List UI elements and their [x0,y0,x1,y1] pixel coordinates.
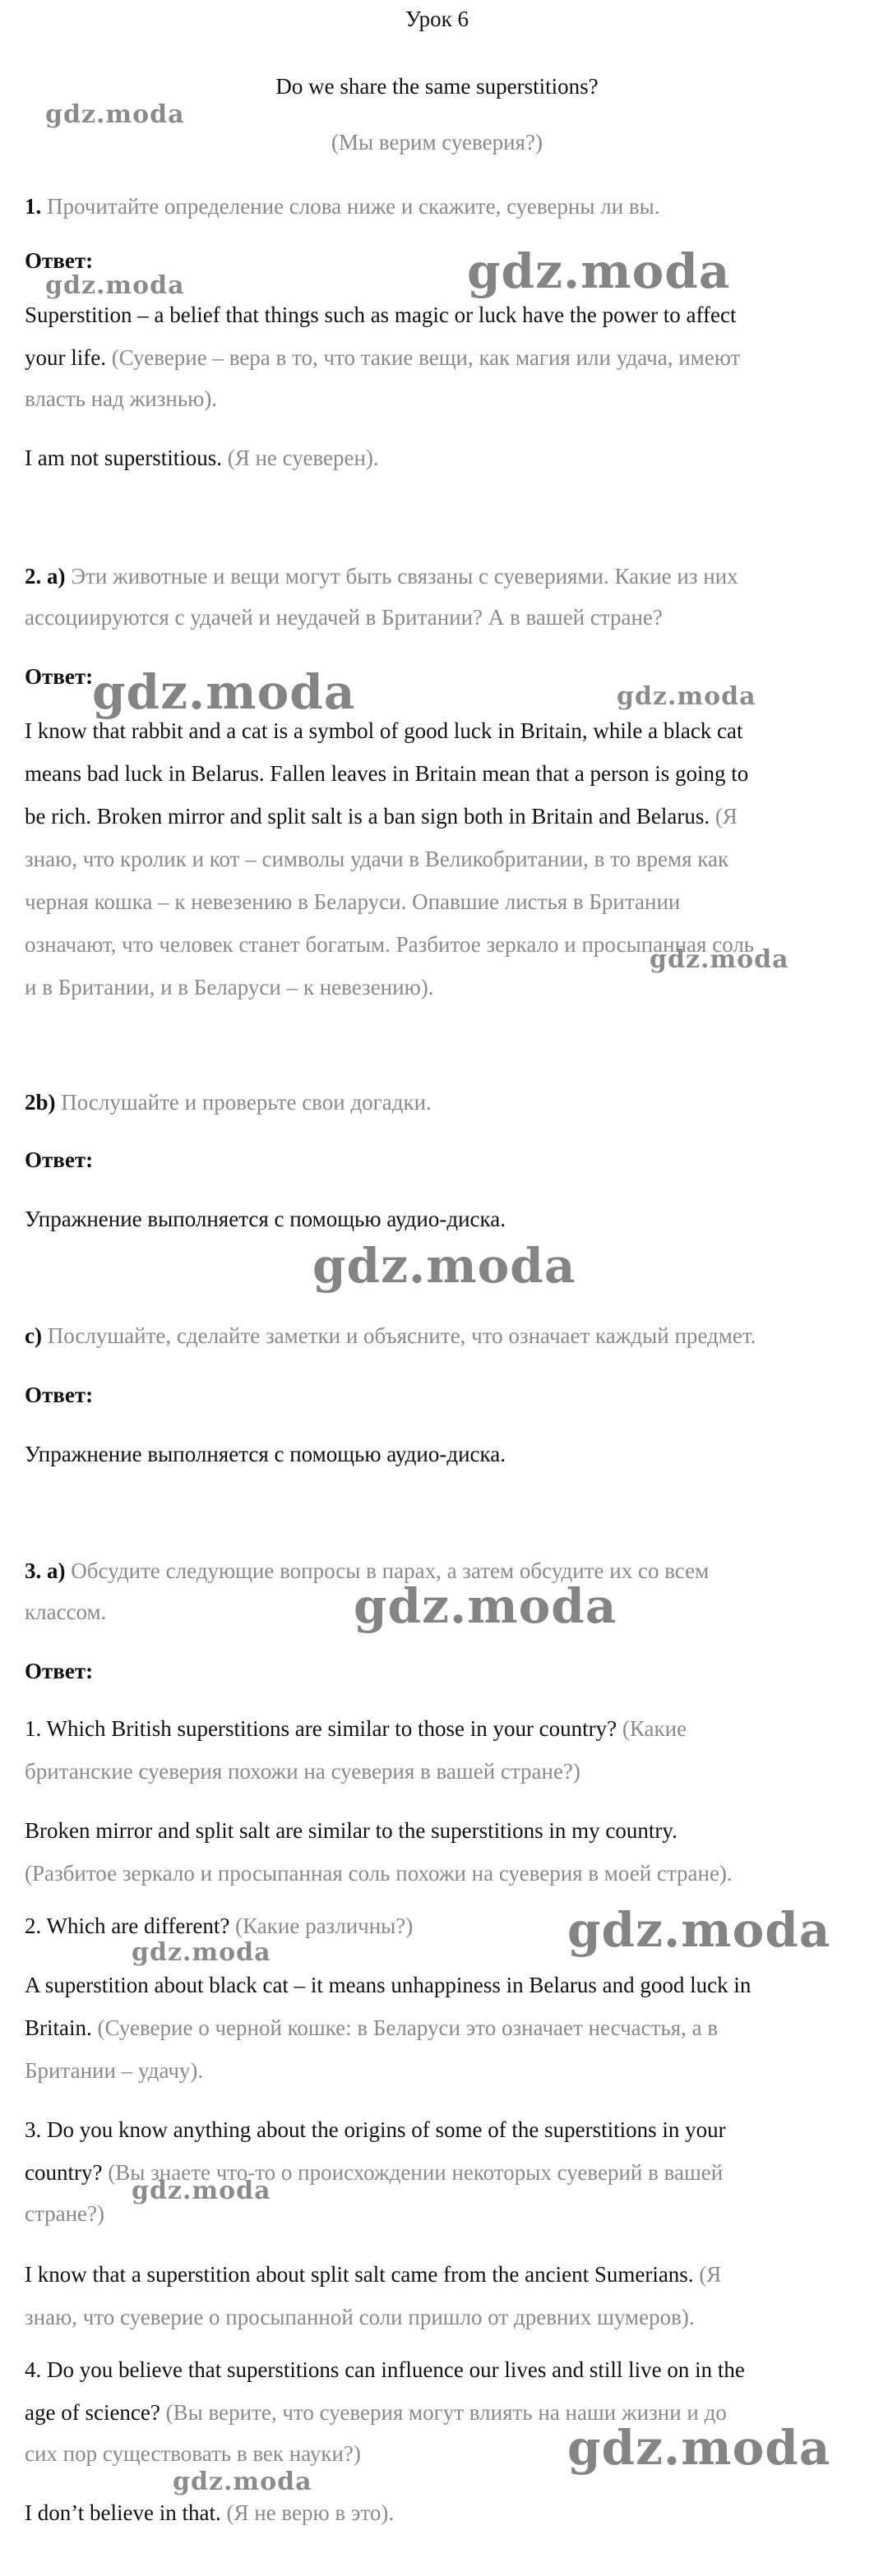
english-text: 1. Which British superstitions are similar to those in your country? [25,1716,617,1741]
answer-line [25,2499,394,2527]
watermark: gdz.moda [467,243,731,299]
page-title-translation: (Мы верим суеверия?) [331,130,543,155]
english-text: 2. Which are different? [25,1914,230,1938]
task-text: Эти животные и вещи могут быть связаны с суевериями. Какие из них [71,564,738,589]
translation-line: власть над жизнью). [25,386,218,411]
english-text: your life. [25,345,106,370]
translation-line: и в Британии, и в Беларуси – к невезению). [25,975,434,999]
translation-line: черная кошка – к невезению в Беларуси. Опавшие листья в Британии [25,889,681,914]
task-text: Послушайте, сделайте заметки и объясните, что означает каждый предмет. [47,1323,756,1348]
answer-label: Ответ: [25,1659,94,1683]
page-title: Do we share the same superstitions? [275,74,599,99]
translation-text: (Я не верю в это). [226,2500,395,2525]
watermark: gdz.moda [92,664,356,720]
answer-line: Superstition – a belief that things such as magic or luck have the power to affect [25,302,737,327]
answer-line: means bad luck in Belarus. Fallen leaves in Britain mean that a person is going to [25,761,749,786]
answer-line [25,344,740,372]
translation-text: (Суеверие о черной кошке: в Беларуси это означает несчастья, а в [97,2015,719,2040]
watermark: gdz.moda [567,1902,831,1958]
answer-label: Ответ: [25,664,94,689]
exercise-number: 3. а) [25,1558,66,1583]
lesson-number: Урок 6 [405,7,469,31]
answer-line: A superstition about black cat – it means unhappiness in Belarus and good luck in [25,1973,751,1997]
english-text: age of science? [25,2400,160,2425]
translation-text: (Я [699,2262,722,2287]
watermark: gdz.moda [45,100,185,129]
english-text: I am not superstitious. [25,445,222,470]
translation-text: (Суеверие – вера в то, что такие вещи, как магия или удача, имеют [111,345,741,370]
exercise-2b-task [25,1088,432,1116]
english-text: I know that a superstition about split salt came from the ancient Sumerians. [25,2262,694,2287]
exercise-1-task [25,192,660,220]
translation-line: британские суеверия похожи на суеверия в вашей стране?) [25,1759,580,1784]
task-text: Послушайте и проверьте свои догадки. [61,1090,432,1115]
translation-line: означают, что человек станет богатым. Разбитое зеркало и просыпанная соль [25,932,755,957]
exercise-number: с) [25,1323,42,1348]
exercise-number: 2. а) [25,564,66,589]
task-text: Обсудите следующие вопросы в парах, а затем обсудите их со всем [71,1558,710,1583]
watermark: gdz.moda [617,682,756,711]
english-text: Britain. [25,2015,92,2040]
translation-line: Британии – удачу). [25,2058,204,2083]
translation-line: стране?) [25,2201,105,2226]
answer-line [25,802,738,830]
task-text: классом. [25,1600,107,1624]
translation-line: сих пор существовать в век науки?) [25,2441,361,2466]
answer-label: Ответ: [25,1147,94,1172]
translation-text: (Я [714,804,738,829]
watermark: gdz.moda [132,1938,271,1967]
translation-line: знаю, что кролик и кот – символы удачи в Великобритании, в то время как [25,847,729,871]
answer-line: Упражнение выполняется с помощью аудио-диска. [25,1207,506,1231]
watermark: gdz.moda [173,2468,312,2496]
exercise-2c-task [25,1322,756,1350]
translation-text: (Какие различны?) [235,1914,414,1938]
watermark: gdz.moda [312,1238,576,1294]
translation-line: (Разбитое зеркало и просыпанная соль похожи на суеверия в моей стране). [25,1861,733,1886]
answer-line: Broken mirror and split salt are similar to the superstitions in my country. [25,1818,677,1843]
watermark: gdz.moda [132,2177,271,2205]
english-text: be rich. Broken mirror and split salt is a ban sign both in Britain and Belarus. [25,804,710,829]
english-text: I don’t believe in that. [25,2500,221,2525]
question-1 [25,1715,687,1743]
answer-line [25,2260,721,2288]
question-3-line [25,2158,723,2186]
task-text: ассоциируются с удачей и неудачей в Британии? А в вашей стране? [25,605,663,630]
question-3: 3. Do you know anything about the origins of some of the superstitions in your [25,2117,726,2142]
translation-text: (Вы знаете что-то о происхождении некоторых суеверий в вашей [108,2160,724,2185]
answer-label: Ответ: [25,1383,94,1407]
exercise-number: 2b) [25,1090,56,1115]
translation-line: знаю, что суеверие о просыпанной соли пришло от древних шумеров). [25,2305,695,2329]
question-2 [25,1912,413,1940]
watermark: gdz.moda [567,2420,831,2476]
watermark: gdz.moda [650,945,789,974]
answer-line [25,2014,718,2042]
exercise-2a-task [25,562,738,590]
task-text: Прочитайте определение слова ниже и скажите, суеверны ли вы. [47,194,660,219]
answer-line: I know that rabbit and a cat is a symbol of good luck in Britain, while a black cat [25,718,743,743]
watermark: gdz.moda [354,1578,617,1634]
question-4: 4. Do you believe that superstitions can influence our lives and still live on in the [25,2357,745,2382]
answer-label: Ответ: [25,248,94,273]
translation-text: (Какие [622,1716,687,1741]
translation-text: (Вы верите, что суеверия могут влиять на наши жизни и до [165,2400,727,2425]
watermark: gdz.moda [45,271,185,300]
answer-line [25,444,379,472]
answer-line: Упражнение выполняется с помощью аудио-диска. [25,1442,506,1466]
translation-text: (Я не суеверен). [227,445,379,470]
english-text: country? [25,2160,103,2185]
exercise-number: 1. [25,194,42,219]
